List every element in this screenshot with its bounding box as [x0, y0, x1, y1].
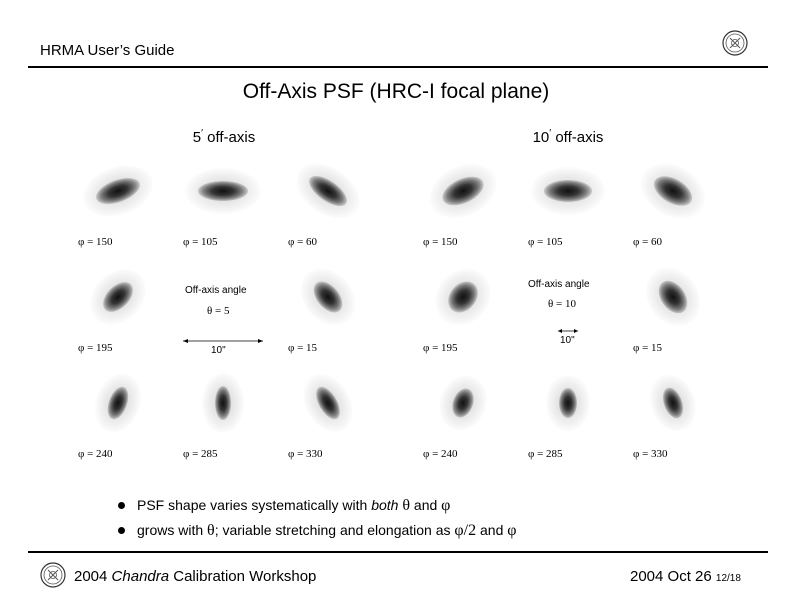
group-label-5: 5′ off-axis: [192, 128, 256, 146]
psf-core: [215, 386, 231, 420]
phi-label: φ = 105: [528, 236, 563, 248]
slide-title: Off-Axis PSF (HRC-I focal plane): [242, 80, 550, 103]
psf-panel: [66, 365, 169, 466]
phi-label: φ = 195: [78, 342, 113, 354]
psf-panel: [516, 153, 619, 254]
psf-panel: [171, 365, 274, 466]
header-title: HRMA User’s Guide: [40, 42, 175, 59]
off-axis-annotation-10: [516, 261, 619, 362]
phi-label: φ = 150: [423, 236, 458, 248]
header-rule: [28, 66, 768, 68]
psf-panel: [66, 153, 169, 254]
phi-label: φ = 285: [183, 448, 218, 460]
psf-panel: [171, 153, 274, 254]
bullet-2: grows with θ; variable stretching and elongation as φ/2 and φ: [118, 522, 516, 540]
seal-icon: [722, 30, 748, 56]
psf-panel: [411, 365, 514, 466]
annotation-theta: θ = 5: [207, 305, 230, 317]
psf-panel: [276, 259, 379, 360]
phi-label: φ = 150: [78, 236, 113, 248]
phi-label: φ = 330: [633, 448, 668, 460]
annotation-label: Off-axis angle: [185, 285, 247, 296]
phi-label: φ = 15: [288, 342, 318, 354]
scale-arrow: [181, 337, 265, 345]
seal-icon: [40, 562, 66, 588]
bullet-dot: [118, 502, 125, 509]
phi-label: φ = 285: [528, 448, 563, 460]
bullet-1: PSF shape varies systematically with both θ and φ: [118, 497, 450, 515]
phi-label: φ = 195: [423, 342, 458, 354]
annotation-theta: θ = 10: [548, 298, 576, 310]
phi-label: φ = 330: [288, 448, 323, 460]
off-axis-annotation-5: [171, 261, 274, 362]
phi-label: φ = 240: [423, 448, 458, 460]
psf-core: [559, 388, 577, 418]
footer-workshop: 2004 Chandra Calibration Workshop: [74, 568, 317, 585]
phi-label: φ = 240: [78, 448, 113, 460]
footer-rule: [28, 551, 768, 553]
psf-panel: [621, 365, 724, 466]
phi-label: φ = 60: [288, 236, 318, 248]
footer-date: 2004 Oct 26 12/18: [630, 568, 741, 585]
psf-panel: [621, 153, 724, 254]
scale-label: 10": [560, 335, 575, 346]
phi-label: φ = 15: [633, 342, 663, 354]
psf-panel: [276, 153, 379, 254]
psf-panel: [621, 259, 724, 360]
group-label-10: 10′ off-axis: [532, 128, 604, 146]
annotation-label: Off-axis angle: [528, 279, 590, 290]
page-number: 12/18: [715, 573, 741, 584]
psf-panel: [411, 153, 514, 254]
scale-label: 10": [211, 345, 226, 356]
scale-arrow: [556, 327, 580, 335]
phi-label: φ = 60: [633, 236, 663, 248]
phi-label: φ = 105: [183, 236, 218, 248]
psf-core: [544, 180, 592, 202]
psf-panel: [66, 259, 169, 360]
psf-core: [198, 181, 248, 201]
bullet-dot: [118, 527, 125, 534]
psf-panel: [411, 259, 514, 360]
psf-panel: [276, 365, 379, 466]
psf-panel: [516, 365, 619, 466]
